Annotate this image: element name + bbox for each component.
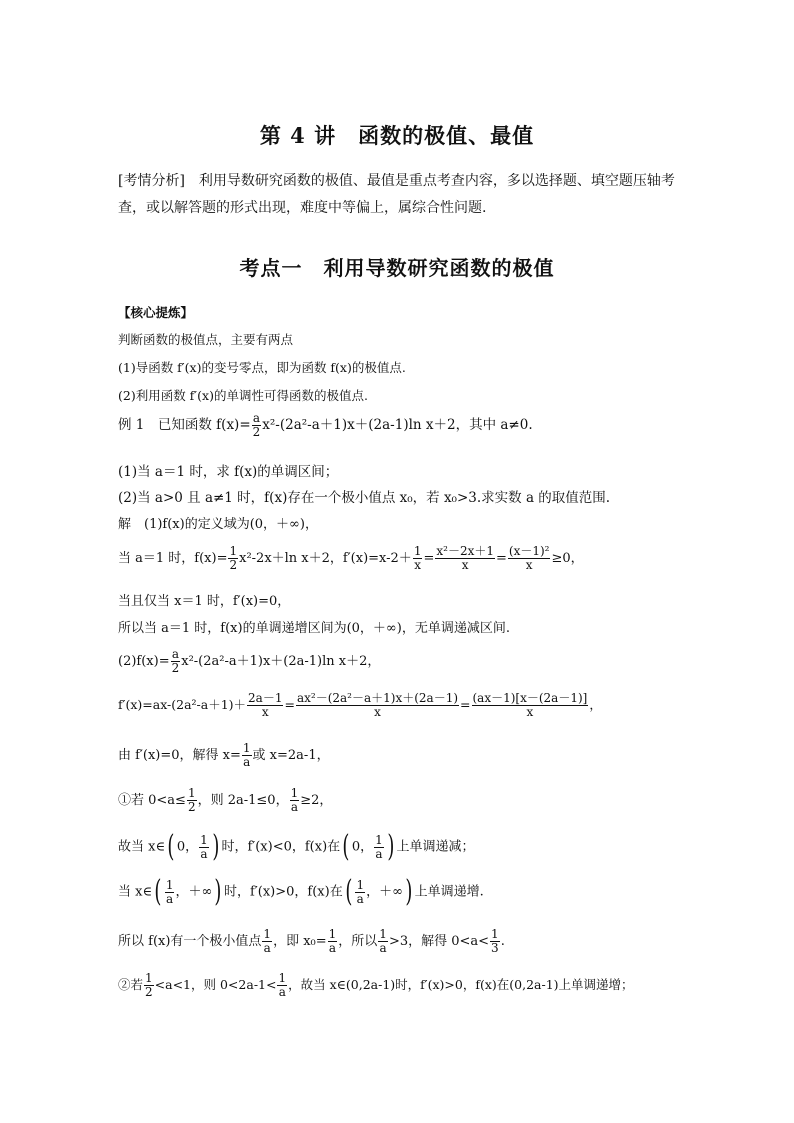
question-2: (2)当 a>0 且 a≠1 时，f(x)存在一个极小值点 x₀，若 x₀>3.求实数 a 的取值范围.: [118, 490, 611, 506]
fraction: $\frac{1}{a}$: [356, 877, 365, 906]
right-paren-icon: ): [212, 829, 220, 864]
left-paren-icon: (: [342, 829, 350, 864]
fraction: $\frac{2a-1}{x}$: [248, 691, 283, 719]
fraction: $\frac{1}{a}$: [242, 741, 251, 769]
question-1: (1)当 a＝1 时，求 f(x)的单调区间；: [118, 464, 339, 480]
fraction: $\frac{1}{2}$: [145, 971, 153, 999]
right-paren-icon: ): [387, 829, 395, 864]
fraction: $\frac{\text{x²－2x＋1}}{x}$: [436, 544, 494, 572]
core-heading: 【核心提炼】: [118, 305, 194, 320]
fraction: $\frac{(ax-1)[x-(2a-1)]}{x}$: [472, 691, 588, 719]
solution-line: 所以 f(x)有一个极小值点 $\frac{1}{a}$ ，即 x₀= $\frac{1}{a}$ ，所以 $\frac{1}{a}$ >3，解得 0<a< $\frac{1}{3}$ .: [118, 927, 505, 955]
fraction: $\frac{1}{a}$: [290, 786, 299, 814]
solution-line: (2)f(x)= $\frac{a}{2}$ x²-(2a²-a＋1)x＋(2a-1)ln x＋2，: [118, 647, 381, 675]
fraction: $\frac{1}{a}$: [328, 927, 337, 955]
example-label: 例 1: [118, 417, 145, 433]
fraction: $\frac{1}{2}$: [187, 786, 196, 814]
fraction: $\frac{1}{a}$: [375, 832, 383, 861]
solution-line: 解 (1)f(x)的定义域为(0，＋∞)，: [118, 517, 318, 532]
exam-analysis-paragraph: [118, 168, 678, 222]
fraction: $\frac{a}{2}$: [252, 411, 261, 439]
fraction: $\frac{\text{(x－1)²}}{x}$: [508, 544, 550, 572]
exam-analysis-text: 利用导数研究函数的极值、最值是重点考查内容，多以选择题、填空题压轴考查，或以解答题的形式出现，难度中等偏上，属综合性问题.: [118, 173, 675, 216]
section-title: 考点一 利用导数研究函数的极值: [239, 256, 555, 280]
left-paren-icon: (: [345, 874, 353, 909]
right-paren-icon: ): [405, 874, 413, 909]
core-line: 判断函数的极值点，主要有两点: [118, 332, 294, 347]
core-line: (2)利用函数 f′(x)的单调性可得函数的极值点.: [118, 388, 368, 403]
fraction: $\frac{a}{2}$: [171, 647, 180, 675]
fraction: $\frac{\text{ax²－(2a²－a＋1)x＋(2a－1)}}{x}$: [296, 691, 459, 719]
fraction: $\frac{1}{3}$: [491, 927, 499, 955]
solution-line: 故当 x∈( 0， $\frac{1}{a}$ ) 时，f′(x)<0，f(x)在( 0， $\frac{1}{a}$ ) 上单调递减；: [118, 829, 475, 864]
solution-line: 当 x∈( $\frac{1}{a}$ ，＋∞) 时，f′(x)>0，f(x)在( $\frac{1}{a}$ ，＋∞) 上单调递增.: [118, 874, 484, 909]
lecture-title: 第 4 讲 函数的极值、最值: [259, 123, 535, 148]
solution-line: ②若 $\frac{1}{2}$ <a<1，则 0<2a-1< $\frac{1}{a}$ ，故当 x∈(0,2a-1)时，f′(x)>0，f(x)在(0,2a-1)上单调递增；: [118, 971, 634, 999]
left-paren-icon: (: [154, 874, 162, 909]
fraction: $\frac{1}{2}$: [229, 544, 238, 572]
fraction: $\frac{1}{x}$: [413, 544, 422, 572]
fraction: $\frac{1}{a}$: [379, 927, 387, 955]
right-paren-icon: ): [214, 874, 222, 909]
fraction: $\frac{1}{a}$: [263, 927, 272, 955]
solution-line: 由 f′(x)=0，解得 x= $\frac{1}{a}$ 或 x=2a-1，: [118, 741, 330, 769]
core-line: (1)导函数 f′(x)的变号零点，即为函数 f(x)的极值点.: [118, 360, 406, 375]
fraction: $\frac{1}{a}$: [278, 971, 287, 999]
example-stem: 例 1 已知函数 f(x)= $\frac{a}{2}$ x²-(2a²-a＋1)x＋(2a-1)ln x＋2，其中 a≠0.: [118, 411, 533, 439]
solution-line: f′(x)=ax-(2a²-a＋1)＋ $\frac{2a-1}{x}$ = $\frac{\text{ax²－(2a²－a＋1)x＋(2a－1)}}{x}$ = $\frac{(ax-1)[x-(2a-1)]}{x}$ ，: [118, 691, 602, 719]
fraction: $\frac{1}{a}$: [200, 832, 208, 861]
solution-line: ①若 0<a≤ $\frac{1}{2}$ ，则 2a-1≤0， $\frac{1}{a}$ ≥2，: [118, 786, 333, 814]
fraction: $\frac{1}{a}$: [165, 877, 174, 906]
solution-line: 当 a＝1 时，f(x)= $\frac{1}{2}$ x²-2x＋ln x＋2，f′(x)=x-2＋ $\frac{1}{x}$ = $\frac{\text{x²－2x＋1}}{x}$ = $\frac{\text{(x－1)²}}{x}$ ≥0，: [118, 544, 584, 572]
solution-line: 当且仅当 x＝1 时，f′(x)=0，: [118, 594, 291, 609]
solution-line: 所以当 a＝1 时，f(x)的单调递增区间为(0，＋∞)，无单调递减区间.: [118, 621, 510, 636]
exam-analysis-tag: [考情分析]: [118, 173, 185, 189]
left-paren-icon: (: [167, 829, 175, 864]
